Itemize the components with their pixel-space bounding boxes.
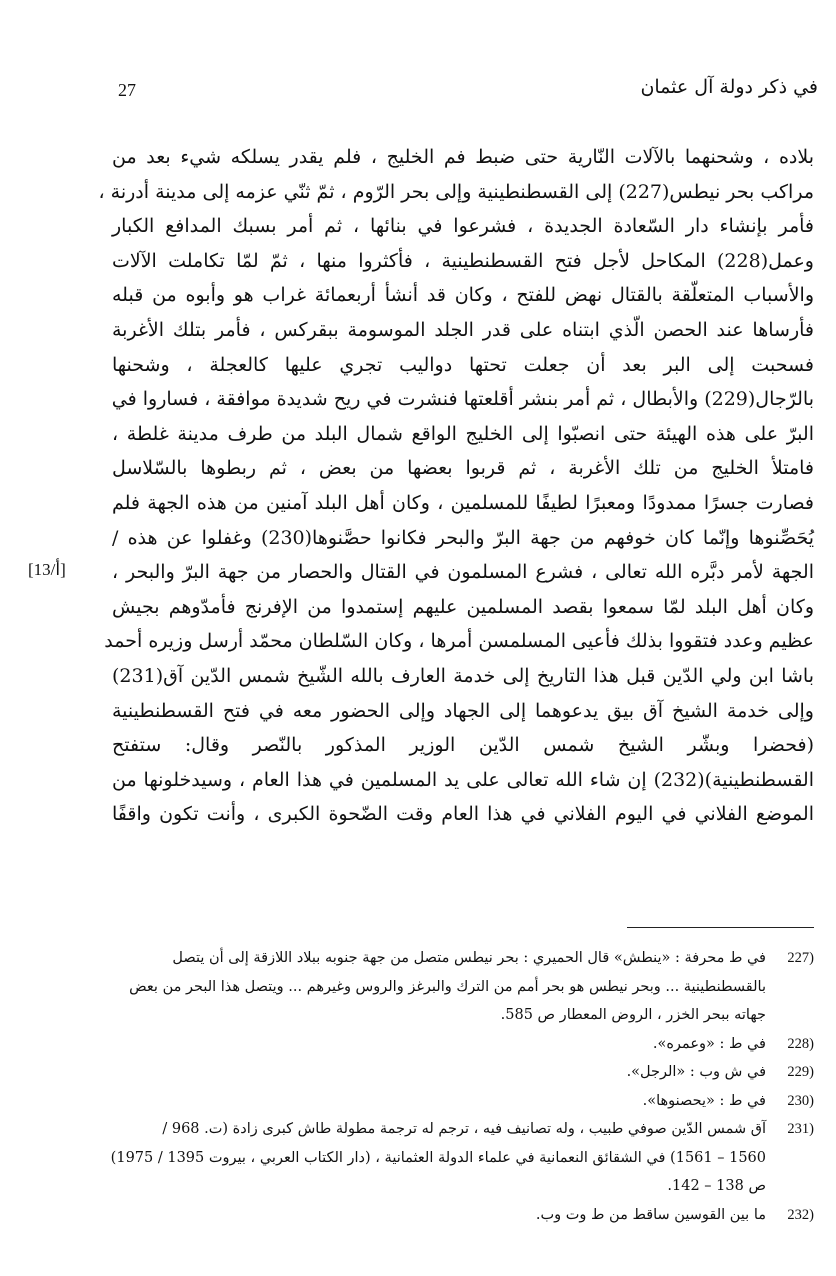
- text-line: فأرساها عند الحصن الّذي ابتناه على قدر الجلد الموسومة ببقركس ، فأمر بتلك الأغربة: [112, 318, 814, 341]
- footnote-text: بالقسطنطينية ... وبحر نيطس هو بحر أمم من الترك والبرغز والروس وغيرهم ... ويتصل هذا البحر من بعض: [129, 978, 766, 995]
- footnote-line: [112, 973, 814, 1002]
- text-line: بالرّجال(229) والأبطال ، ثم أمر بنشر أقلعتها فنشرت في ريح شديدة موافقة ، فساروا في: [111, 388, 814, 411]
- footnote-text: في ط محرفة : «ينطش» قال الحميري : بحر نيطس متصل من جهة جنوبه ببلاد اللازقة إلى أن يتصل: [172, 950, 766, 966]
- footnote-line: [112, 1172, 814, 1201]
- text-line: (فحضرا وبشّر الشيخ شمس الدّين الوزير المذكور بالنّصر وقال: ستفتح: [112, 734, 814, 757]
- footnote-line: [112, 1115, 814, 1144]
- footnote-line: [112, 1201, 814, 1230]
- footnote-text: ص 138 – 142.: [667, 1178, 766, 1194]
- footnote-number: 230): [787, 1092, 814, 1109]
- footnote-number: 231): [787, 1121, 814, 1137]
- running-header: في ذكر دولة آل عثمان: [640, 76, 818, 98]
- footnote-text: 1560 – 1561) في الشقائق النعمانية في علماء الدولة العثمانية ، (دار الكتاب العربي ، بيروت 1395 / 1975): [110, 1149, 766, 1166]
- footnote-line: [112, 1030, 814, 1059]
- main-text: [98, 140, 815, 832]
- text-line: وعمل(228) المكاحل لأجل فتح القسطنطينية ، فأكثروا منها ، ثمّ لمّا تكاملت الآلات: [112, 249, 814, 272]
- footnote-line: [112, 944, 814, 973]
- text-line: يُحَصِّنوها وإنّما كان خوفهم من جهة البرّ والبحر فكانوا حصَّنوها(230) وغفلوا عن هذه /: [112, 526, 815, 549]
- footnote-text: في ط : «وعمره».: [652, 1035, 766, 1052]
- footnote-divider: [627, 927, 814, 928]
- text-line: باشا ابن ولي الدّين قبل هذا التاريخ إلى خدمة العارف بالله الشّيخ شمس الدّين آق(231): [112, 664, 814, 687]
- text-line: فأمر بإنشاء دار السّعادة الجديدة ، فشرعوا في بنائها ، ثم أمر بسبك المدافع الكبار: [112, 215, 814, 238]
- text-line: مراكب بحر نيطس(227) إلى القسطنطينية وإلى بحر الرّوم ، ثمّ ثنّي عزمه إلى مدينة أدرنة ،: [98, 180, 814, 203]
- text-line: بلاده ، وشحنهما بالآلات النّارية حتى ضبط فم الخليج ، فلم يقدر يسلكه شيء بعد من: [112, 146, 814, 168]
- text-line: فصارت جسرًا ممدودًا ومعبرًا لطيفًا للمسلمين ، وكان أهل البلد آمنين من هذه الجهة فلم: [112, 491, 814, 514]
- text-line: فامتلأ الخليج من تلك الأغربة ، ثم قربوا بعضها من بعض ، ثم ربطوها بالسّلاسل: [112, 457, 814, 480]
- footnote-line: [112, 1058, 814, 1087]
- footnote-line: [112, 1144, 814, 1173]
- text-line: الموضع الفلاني في اليوم الفلاني في هذا العام وقت الضّحوة الكبرى ، وأنت تكون واقفًا: [112, 803, 814, 826]
- footnote-text: في ط : «يحصنوها».: [642, 1092, 766, 1109]
- text-line: وكان أهل البلد لمّا سمعوا بقصد المسلمين عليهم إستمدوا من الإفرنج فأمدّوهم بجيش: [112, 595, 814, 618]
- text-line: وإلى خدمة الشيخ آق بيق يدعوهما إلى الجهاد وإلى الحضور معه في فتح القسطنطينية: [112, 699, 814, 722]
- page-number: 27: [118, 80, 136, 100]
- text-line: فسحبت إلى البر بعد أن جعلت تحتها دواليب تجري عليها كالعجلة ، وشحنها: [112, 353, 814, 376]
- footnote-number: 232): [787, 1206, 814, 1223]
- footnote-number: 227): [787, 950, 814, 966]
- footnote-line: [112, 1001, 814, 1030]
- footnotes: [112, 944, 814, 1229]
- footnote-number: 228): [787, 1035, 814, 1052]
- footnote-text: في ش وب : «الرجل».: [626, 1064, 766, 1080]
- footnote-line: [112, 1087, 814, 1116]
- footnote-number: 229): [787, 1064, 814, 1080]
- text-line: والأسباب المتعلّقة بالقتال نهض للفتح ، وكان قد أنشأ أربعمائة غراب هو وأبوه من قبله: [112, 284, 814, 307]
- footnote-text: ما بين القوسين ساقط من ط وت وب.: [535, 1206, 766, 1223]
- text-line: البرّ على هذه الهيئة حتى انصبّوا إلى الخليج الواقع شمال البلد من طرف مدينة غلطة ،: [112, 422, 814, 445]
- text-line: الجهة لأمر دبَّره الله تعالى ، فشرع المسلمون في القتال والحصار من جهة البرّ والبحر ،: [112, 561, 814, 584]
- text-line: القسطنطينية)(232) إن شاء الله تعالى على يد المسلمين في هذا العام ، وسيدخلونها من: [112, 768, 814, 791]
- text-line: عظيم وعدد فتقووا بذلك فأعيى المسلمسن أمرها ، وكان السّلطان محمّد أرسل وزيره أحمد: [104, 630, 814, 653]
- folio-marker: [13/أ]: [28, 560, 66, 579]
- footnote-text: آق شمس الدّين صوفي طبيب ، وله تصانيف فيه ، ترجم له ترجمة مطولة طاش كبرى زادة (ت. 968 /: [162, 1121, 766, 1137]
- footnote-text: جهاته ببحر الخزر ، الروض المعطار ص 585.: [500, 1007, 766, 1023]
